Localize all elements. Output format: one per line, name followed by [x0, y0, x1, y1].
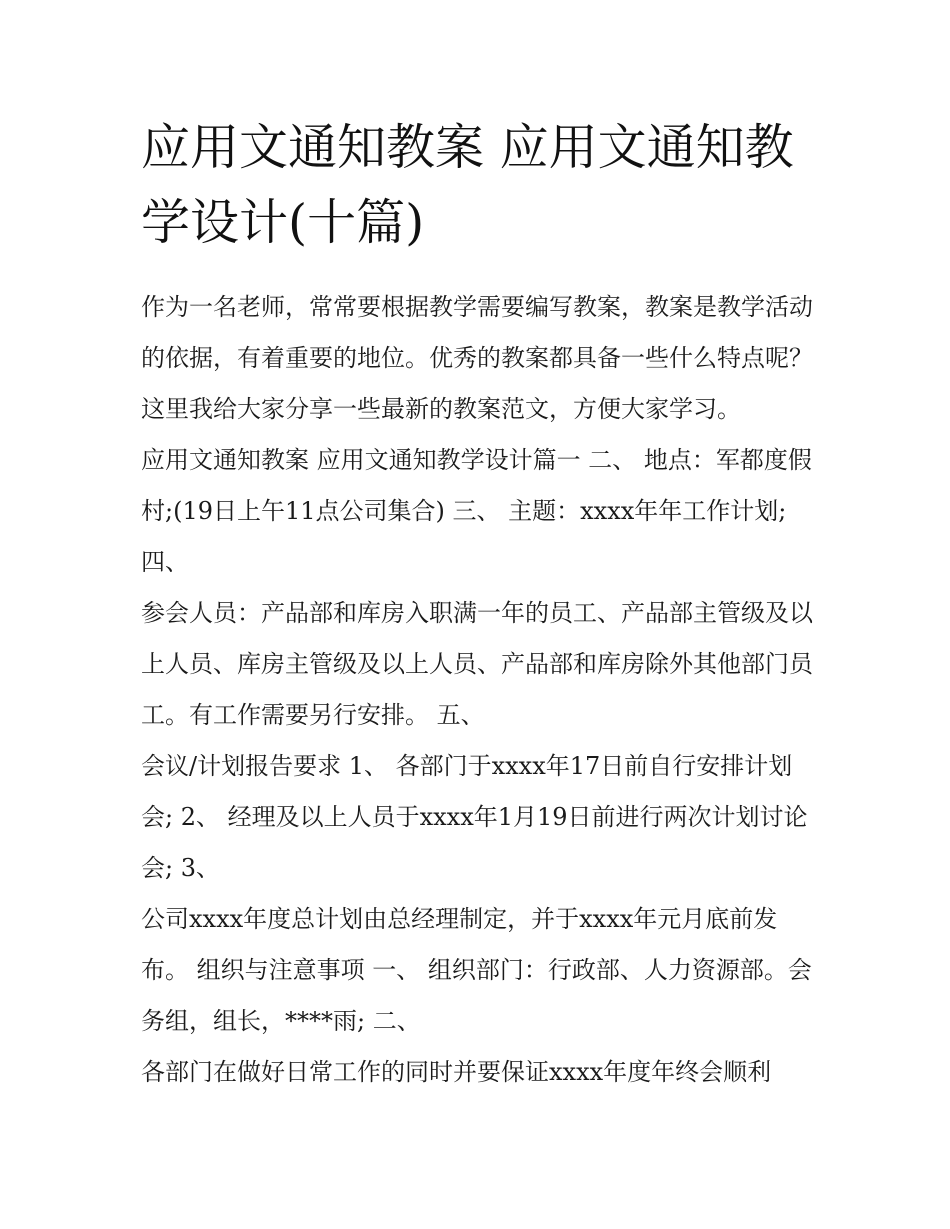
document-body — [141, 110, 813, 1098]
paragraph-intro: 作为一名老师，常常要根据教学需要编写教案，教案是教学活动的依据，有着重要的地位。优秀的教案都具备一些什么特点呢？这里我给大家分享一些最新的教案范文，方便大家学习。 — [141, 293, 813, 423]
paragraph-location-topic: 应用文通知教案 应用文通知教学设计篇一 二、 地点：军都度假村;(19日上午11点公司集合) 三、 主题：xxxx年年工作计划; 四、 — [141, 446, 812, 576]
paragraph-attendees: 参会人员：产品部和库房入职满一年的员工、产品部主管级及以上人员、库房主管级及以上人员、产品部和库房除外其他部门员工。有工作需要另行安排。 五、 — [141, 599, 813, 729]
document-title: 应用文通知教案 应用文通知教学设计(十篇) — [141, 119, 794, 251]
paragraph-report-requirements: 会议/计划报告要求 1、 各部门于xxxx年17日前自行安排计划会; 2、 经理及以上人员于xxxx年1月19日前进行两次计划讨论会; 3、 — [141, 752, 808, 882]
paragraph-organization: 公司xxxx年度总计划由总经理制定，并于xxxx年元月底前发布。 组织与注意事项 一、 组织部门：行政部、人力资源部。会务组，组长，****雨; 二、 — [141, 905, 812, 1035]
paragraph-departments: 各部门在做好日常工作的同时并要保证xxxx年度年终会顺利 — [141, 1058, 772, 1086]
